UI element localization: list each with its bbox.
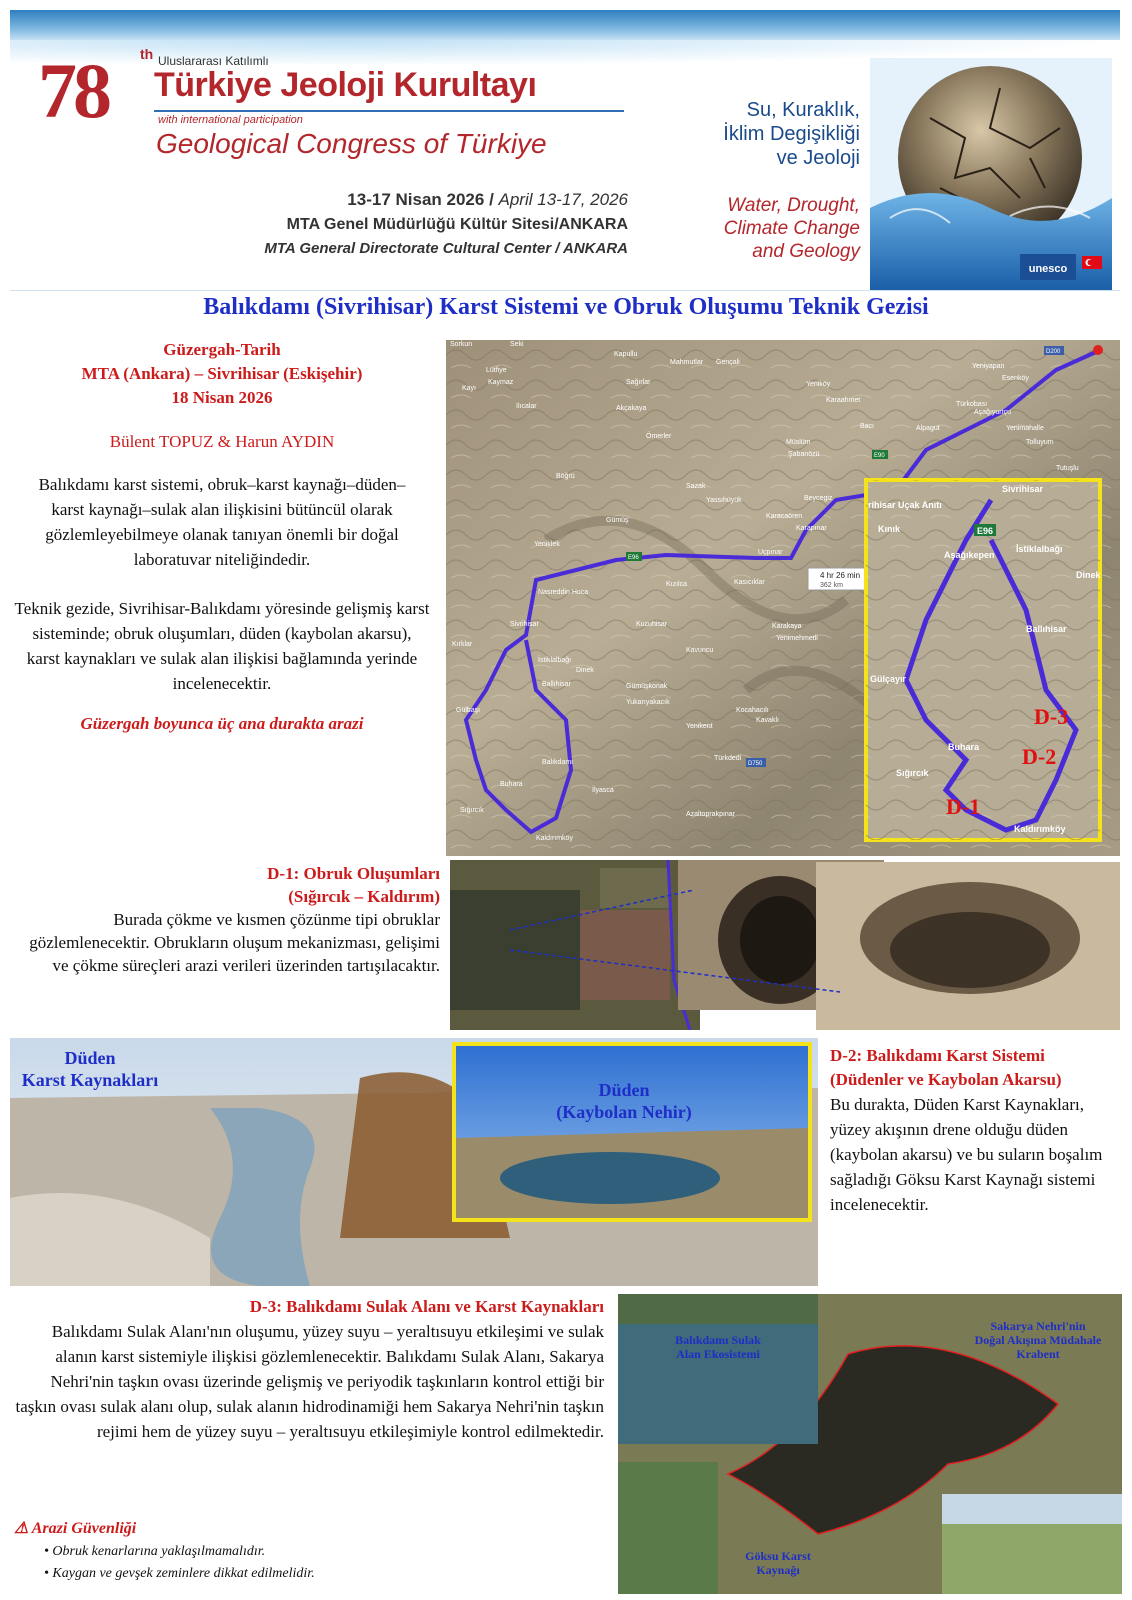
road-badge-label: E96	[628, 555, 639, 561]
safety-title: Arazi Güvenliği	[31, 1520, 137, 1537]
tagline-tr: Uluslararası Katılımlı	[158, 54, 269, 68]
inset-label: E96	[977, 526, 994, 536]
edition-number: 78	[38, 47, 108, 134]
place-label: Balıkdamı	[542, 759, 574, 766]
place-label: Mahmutlar	[670, 359, 704, 366]
inset-label: Sivrihisar	[1002, 484, 1044, 494]
stop-d1-title: D-1: Obruk Oluşumları	[267, 864, 440, 883]
venue-en: MTA General Directorate Cultural Center / ANKARA	[264, 240, 628, 257]
place-label: Akçakaya	[616, 405, 647, 412]
theme-tr-line: ve Jeoloji	[776, 147, 860, 169]
place-label: Yeniköy	[806, 381, 831, 388]
place-label: Böğrü	[556, 473, 575, 480]
intro-paragraph-1: Balıkdamı karst sistemi, obruk–karst kaynağı–düden–karst kaynağı–sulak alan ilişkisini bütüncül olarak gözlemleyebilmeye olanak tanıyan önemli bir doğal laboratuvar niteliğindedir.	[38, 475, 406, 569]
duden-photos	[10, 1038, 818, 1286]
place-label: Alpagut	[916, 425, 940, 432]
place-label: Lütfiye	[486, 367, 507, 374]
title-divider	[154, 110, 624, 112]
intro-column	[14, 338, 430, 736]
intro-paragraph-2: Teknik gezide, Sivrihisar-Balıkdamı yöresinde gelişmiş karst sisteminde; obruk oluşumları, düden (kaybolan akarsu), karst kaynakları ve sulak alan ilişkisi bağlamında yerinde incelenecektir.	[14, 599, 430, 693]
place-label: Buhara	[500, 781, 523, 788]
stop-marker-d3: D-3	[1034, 704, 1069, 729]
theme-tr	[660, 98, 860, 170]
congress-title-tr: Türkiye Jeoloji Kurultayı	[154, 66, 537, 104]
place-label: Sivrihisar	[510, 621, 539, 628]
travel-time: 4 hr 26 min	[820, 571, 861, 580]
place-label: Yassıhüyük	[706, 497, 742, 504]
image-label: Göksu Karst	[745, 1549, 811, 1563]
place-label: Kırklar	[452, 641, 473, 648]
safety-item-text: Obruk kenarlarına yaklaşılmamalıdır.	[52, 1544, 266, 1559]
field-safety	[14, 1518, 514, 1582]
date-tr: 13-17 Nisan 2026	[347, 190, 485, 209]
place-label: Karacaören	[766, 513, 803, 520]
image-label: Sakarya Nehri'nin	[990, 1319, 1086, 1333]
place-label: Sığırcık	[460, 807, 484, 814]
earth-water-globe-image	[870, 58, 1112, 290]
image-label: Kaynağı	[756, 1563, 800, 1577]
congress-title-en: Geological Congress of Türkiye	[156, 128, 547, 159]
place-label: Ballıhisar	[542, 681, 571, 688]
place-label: Bacı	[860, 423, 875, 430]
stop-d3-text: Balıkdamı Sulak Alanı'nın oluşumu, yüzey suyu – yeraltısuyu etkileşimi ve sulak alanın karst sistemiyle ilişkisi gözlemlenecektir. Balıkdamı Sulak Alanı, Sakarya Nehri'nin taşkın ovası üzerinde gelişmiş ve periyodik taşkınların kontrol ettiği bir taşkın ovası sulak alanı olup, sulak alanın hidrodinamiği hem Sakarya Nehri'nin taşkın rejimi hem de yüzey suyu – yeraltısuyu etkileşimiyle kontrol edilmektedir.	[15, 1322, 604, 1441]
place-label: Müslüm	[786, 439, 811, 446]
theme-tr-line: Su, Kuraklık,	[746, 99, 860, 121]
route-map	[446, 340, 1120, 856]
theme-tr-line: İklim Degişikliği	[723, 123, 860, 145]
place-label: Şabanözü	[788, 451, 820, 458]
stop-d2-title: D-2: Balıkdamı Karst Sistemi (Düdenler ve Kaybolan Akarsu)	[830, 1046, 1062, 1089]
stop-marker-d2: D-2	[1022, 744, 1057, 769]
place-label: Yenimahalle	[1006, 425, 1044, 432]
inset-label: Ballıhisar	[1026, 624, 1067, 634]
congress-date	[258, 190, 628, 210]
place-label: Yeniklek	[534, 541, 560, 548]
unesco-logo-text: unesco	[1028, 263, 1068, 275]
place-label: Kapullu	[614, 351, 638, 358]
place-label: Türkobası	[956, 401, 988, 408]
stop-d3-title: D-3: Balıkdamı Sulak Alanı ve Karst Kaynakları	[249, 1297, 604, 1316]
edition-suffix: th	[140, 46, 154, 62]
place-label: Nasreddin Hoca	[538, 589, 589, 596]
place-label: Esenköy	[1002, 375, 1029, 382]
stop-marker-d1: D-1	[946, 794, 981, 819]
stops-line: Güzergah boyunca üç ana durakta arazi	[80, 714, 364, 733]
travel-distance: 362 km	[820, 582, 843, 589]
place-label: Gümüş	[606, 517, 629, 524]
inset-label: İstiklalbağı	[1016, 544, 1063, 554]
inset-label: Buhara	[948, 742, 980, 752]
place-label: Kocahacılı	[736, 707, 769, 714]
place-label: Gülbaşı	[456, 707, 481, 714]
stop-d1-text: Burada çökme ve kısmen çözünme tipi obruklar gözlemlenecektir. Obrukların oluşum mekanizması, gelişimi ve çökme süreçleri arazi verileri üzerinden tartışılacaktır.	[29, 910, 440, 975]
stop-d3-section	[10, 1294, 604, 1444]
place-label: Kayı	[462, 385, 477, 392]
tagline-en: with international participation	[158, 114, 303, 126]
place-label: Karakaya	[772, 623, 802, 630]
safety-item: • Kaygan ve gevşek zeminlere dikkat edilmelidir.	[44, 1566, 315, 1581]
road-badge-label: E90	[874, 453, 885, 459]
inset-label: Aşağıkepen	[944, 550, 995, 560]
place-label: Aşağıyurtçu	[974, 409, 1011, 416]
route-label: Güzergah-Tarih	[163, 340, 281, 359]
inset-label: Sığırcık	[896, 768, 929, 778]
inset-label: rihisar Uçak Anıtı	[868, 500, 942, 510]
road-badge-label: D200	[1046, 349, 1061, 355]
place-label: Beycegiz	[804, 495, 833, 502]
inset-label: Dinek	[1076, 570, 1101, 580]
stop-d2-text: Bu durakta, Düden Karst Kaynakları, yüzey akışının drene olduğu düden (kaybolan akarsu) ve bu suların boşalım sağladığı Göksu Karst Kaynağı sistemi incelenecektir.	[830, 1095, 1103, 1214]
sinkhole-photos	[450, 860, 1120, 1030]
place-label: Kızılca	[666, 581, 688, 588]
place-label: Karaahmet	[826, 397, 861, 404]
place-label: Dinek	[576, 667, 594, 674]
photo-label: (Kaybolan Nehir)	[556, 1102, 692, 1122]
place-label: Yukarıyakacık	[626, 699, 670, 706]
place-label: Kuzuhisar	[636, 621, 668, 628]
photo-label: Düden	[64, 1048, 116, 1068]
theme-en-line: and Geology	[752, 241, 860, 262]
wetland-photos	[618, 1294, 1122, 1594]
place-label: Kavuncu	[686, 647, 714, 654]
inset-label: Gülçayır	[870, 674, 907, 684]
safety-item-text: Kaygan ve gevşek zeminlere dikkat edilmelidir.	[52, 1566, 315, 1581]
spring-photo	[618, 1462, 718, 1594]
safety-heading	[14, 1518, 514, 1538]
place-label: Kavaklı	[756, 717, 779, 724]
place-label: Karapınar	[796, 525, 827, 532]
date-en: April 13-17, 2026	[498, 190, 628, 209]
image-label: Krabent	[1016, 1347, 1060, 1361]
place-label: Tutuşlu	[1056, 465, 1079, 472]
photo-label: Karst Kaynakları	[21, 1070, 159, 1090]
venue-tr: MTA Genel Müdürlüğü Kültür Sitesi/ANKARA	[286, 216, 628, 233]
place-label: Gümüşkonak	[626, 683, 668, 690]
place-label: Yeniyapan	[972, 363, 1005, 370]
place-label: Tolluyum	[1026, 439, 1054, 446]
authors: Bülent TOPUZ & Harun AYDIN	[109, 432, 335, 451]
theme-en-line: Water, Drought,	[727, 195, 860, 216]
warning-icon: ⚠	[14, 1520, 32, 1537]
trip-date: 18 Nisan 2026	[171, 388, 273, 407]
place-label: Yenikent	[686, 723, 713, 730]
place-label: Sağırlar	[626, 379, 651, 386]
place-label: Seki	[510, 341, 524, 348]
place-label: Türkdedi	[714, 755, 742, 762]
stop-d1-section	[10, 862, 440, 977]
image-label: Alan Ekosistemi	[676, 1347, 760, 1361]
place-label: Kaymaz	[488, 379, 514, 386]
stop-d2-section	[830, 1044, 1122, 1217]
safety-item: • Obruk kenarlarına yaklaşılmamalıdır.	[44, 1544, 266, 1559]
place-label: Yenimehmetli	[776, 635, 818, 642]
road-badge-label: D750	[748, 761, 763, 767]
stop-d1-subtitle: (Sığırcık – Kaldırım)	[288, 887, 440, 906]
place-label: Uçpınar	[758, 549, 783, 556]
route: MTA (Ankara) – Sivrihisar (Eskişehir)	[81, 364, 363, 383]
congress-header	[10, 10, 1120, 291]
inset-label: Kınık	[878, 524, 901, 534]
place-label: Ilıcalar	[516, 403, 537, 410]
photo-label: Düden	[598, 1080, 650, 1100]
place-label: Kasıcıklar	[734, 579, 765, 586]
place-label: Kaldırımköy	[536, 835, 573, 842]
place-label: Azaltoprakpınar	[686, 811, 736, 818]
place-label: İstiklalbağı	[538, 657, 572, 664]
image-label: Balıkdamı Sulak	[675, 1333, 761, 1347]
page-title: Balıkdamı (Sivrihisar) Karst Sistemi ve Obruk Oluşumu Teknik Gezisi	[203, 294, 929, 320]
place-label: İlyasca	[592, 787, 614, 794]
place-label: Gençali	[716, 359, 740, 366]
place-label: Ömerler	[646, 433, 672, 440]
date-separator: /	[484, 190, 499, 209]
place-label: Sazak	[686, 483, 706, 490]
theme-en-line: Climate Change	[723, 218, 860, 239]
theme-en	[660, 194, 860, 263]
destination-pin	[1093, 345, 1103, 355]
inset-label: Kaldırımköy	[1014, 824, 1066, 834]
place-label: Sorkun	[450, 341, 473, 348]
image-label: Doğal Akışına Müdahale	[974, 1333, 1102, 1347]
